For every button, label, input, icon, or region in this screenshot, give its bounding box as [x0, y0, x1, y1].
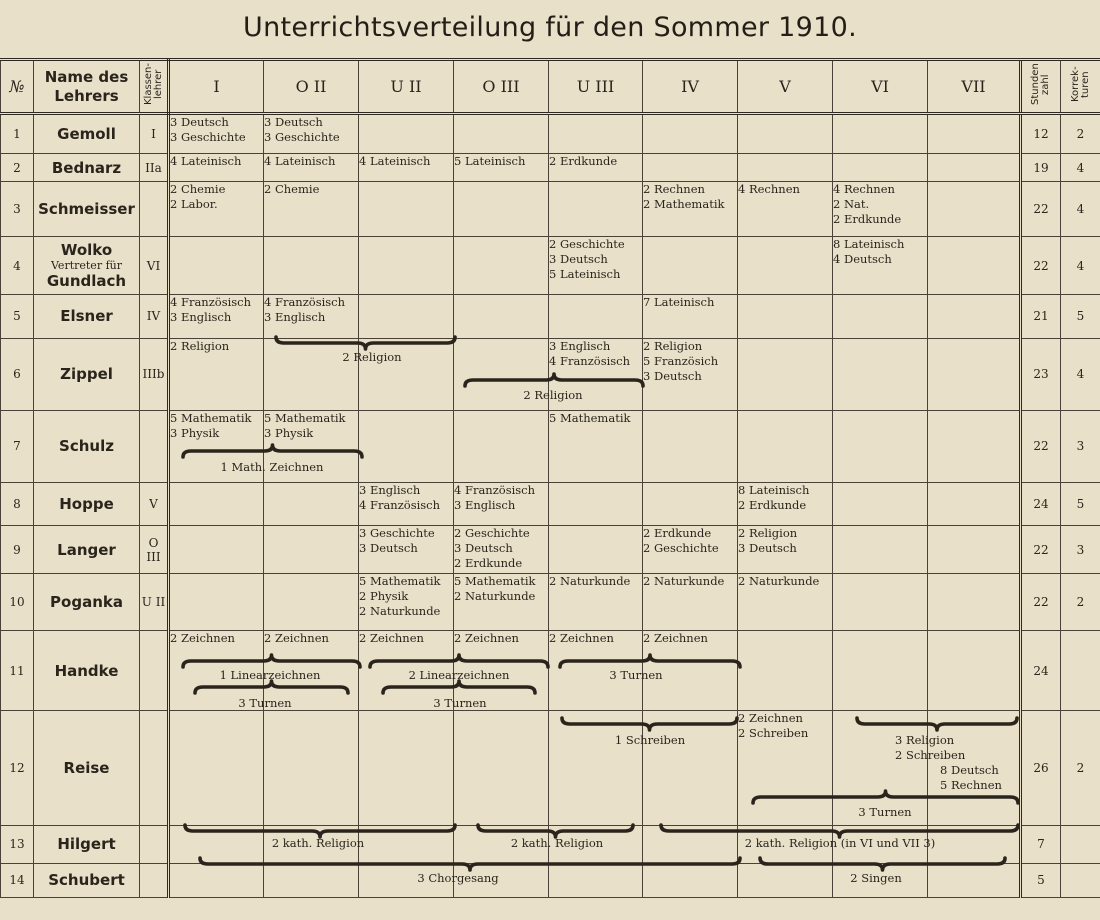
stundenzahl-cell: 21 — [1021, 295, 1061, 338]
class-cell: 5 Mathematik 3 Physik — [264, 410, 359, 482]
row-number: 2 — [1, 154, 34, 182]
span-hilgert-2: 2 kath. Religion — [511, 836, 603, 851]
class-cell: 2 Zeichnen — [359, 631, 454, 711]
class-cell: 2 Naturkunde — [738, 574, 833, 631]
header-class-iv: IV — [643, 60, 738, 114]
row-number: 13 — [1, 825, 34, 863]
class-cell: 5 Lateinisch — [454, 154, 549, 182]
brace-schubert-1 — [200, 858, 740, 870]
brace-zippel-religion-2 — [465, 374, 643, 386]
span-handke-turnen-3: 3 Turnen — [609, 668, 662, 683]
row-number: 10 — [1, 574, 34, 631]
class-cell: 2 Naturkunde — [549, 574, 643, 631]
stundenzahl-cell: 26 — [1021, 711, 1061, 825]
klassenlehrer-cell: O III — [140, 526, 169, 574]
brace-schulz-zeichnen — [183, 445, 362, 457]
brace-handke-turnen-3 — [560, 655, 740, 667]
brace-reise-schreiben — [562, 718, 737, 730]
span-schubert-2: 2 Singen — [850, 871, 902, 886]
class-cell: 2 Naturkunde — [643, 574, 738, 631]
class-cell: 3 Englisch 4 Französisch — [549, 338, 643, 410]
teacher-name-text: Bednarz — [52, 159, 121, 177]
row-number: 8 — [1, 482, 34, 525]
korrekturen-cell: 5 — [1061, 295, 1100, 338]
teacher-name-text: Hilgert — [57, 835, 115, 853]
row-number: 4 — [1, 237, 34, 295]
header-class-vi: VI — [833, 60, 928, 114]
korrekturen-cell: 4 — [1061, 338, 1100, 410]
brace-schubert-2 — [760, 858, 1005, 870]
span-schulz-zeichnen: 1 Math. Zeichnen — [221, 460, 324, 475]
klassenlehrer-cell: I — [140, 114, 169, 154]
class-cell: 4 Rechnen 2 Nat. 2 Erdkunde — [833, 182, 928, 237]
span-hilgert-3: 2 kath. Religion (in VI und VII 3) — [745, 836, 935, 851]
korrekturen-cell: 3 — [1061, 410, 1100, 482]
stundenzahl-cell: 22 — [1021, 237, 1061, 295]
header-class-v: V — [738, 60, 833, 114]
class-cell: 4 Lateinisch — [169, 154, 264, 182]
class-cell: 2 Religion 5 Französich 3 Deutsch — [643, 338, 738, 410]
class-cell: 2 Religion 3 Deutsch — [738, 526, 833, 574]
klassenlehrer-cell: IIa — [140, 154, 169, 182]
class-cell: 3 Deutsch 3 Geschichte — [169, 114, 264, 154]
stundenzahl-cell: 19 — [1021, 154, 1061, 182]
span-zippel-religion-1: 2 Religion — [342, 350, 401, 365]
stundenzahl-cell: 22 — [1021, 410, 1061, 482]
class-cell: 4 Französisch 3 Englisch — [264, 295, 359, 338]
korrekturen-cell: 4 — [1061, 154, 1100, 182]
class-cell: 5 Mathematik 2 Naturkunde — [454, 574, 549, 631]
header-class-vii: VII — [928, 60, 1021, 114]
teacher-name-second: Gundlach — [47, 272, 126, 290]
teacher-name-text: Wolko — [61, 241, 112, 259]
row-number: 9 — [1, 526, 34, 574]
span-reise-vi-vii: 3 Religion 2 Schreiben — [895, 733, 965, 763]
class-cell: 4 Lateinisch — [359, 154, 454, 182]
brace-handke-linear-2 — [370, 655, 548, 667]
row-number: 11 — [1, 631, 34, 711]
stundenzahl-cell: 23 — [1021, 338, 1061, 410]
korrekturen-cell: 3 — [1061, 526, 1100, 574]
stundenzahl-cell: 24 — [1021, 482, 1061, 525]
row-number: 5 — [1, 295, 34, 338]
header-korrekturen-label: Korrek-turen — [1071, 60, 1091, 111]
class-cell: 2 Zeichnen — [169, 631, 264, 711]
class-cell: 2 Zeichnen — [549, 631, 643, 711]
class-cell: 2 Zeichnen 2 Schreiben — [738, 711, 833, 825]
korrekturen-cell: 4 — [1061, 182, 1100, 237]
header-klassenlehrer-label: Klassen-lehrer — [144, 60, 164, 111]
klassenlehrer-cell: VI — [140, 237, 169, 295]
page-title: Unterrichtsverteilung für den Sommer 1910. — [0, 12, 1100, 43]
class-cell: 3 Englisch 4 Französisch — [359, 482, 454, 525]
class-cell: 4 Französisch 3 Englisch — [169, 295, 264, 338]
header-class-i: I — [169, 60, 264, 114]
teacher-name-text: Langer — [57, 541, 116, 559]
class-cell: 2 Geschichte 3 Deutsch 5 Lateinisch — [549, 237, 643, 295]
teacher-name-text: Gemoll — [57, 125, 116, 143]
class-cell: 2 Chemie — [264, 182, 359, 237]
class-cell: 4 Französisch 3 Englisch — [454, 482, 549, 525]
header-nr: № — [1, 60, 34, 114]
class-cell: 2 Zeichnen — [264, 631, 359, 711]
brace-zippel-religion-1 — [276, 337, 455, 349]
teacher-name-text: Hoppe — [59, 495, 114, 513]
teacher-name-text: Poganka — [50, 593, 123, 611]
class-cell: 5 Mathematik — [549, 410, 643, 482]
header-class-oiii: O III — [454, 60, 549, 114]
row-number: 7 — [1, 410, 34, 482]
header-class-oii: O II — [264, 60, 359, 114]
row-number: 3 — [1, 182, 34, 237]
teacher-name-text: Elsner — [60, 307, 113, 325]
span-handke-linear-2: 2 Linearzeichnen — [409, 668, 510, 683]
korrekturen-cell: 5 — [1061, 482, 1100, 525]
korrekturen-cell: 2 — [1061, 574, 1100, 631]
brace-handke-linear-1 — [183, 655, 360, 667]
korrekturen-cell: 2 — [1061, 711, 1100, 825]
class-cell: 3 Deutsch 3 Geschichte — [264, 114, 359, 154]
teacher-name-sub: Vertreter für — [34, 259, 139, 272]
class-cell: 2 Zeichnen — [643, 631, 738, 711]
span-reise-schreiben: 1 Schreiben — [615, 733, 685, 748]
row-number: 1 — [1, 114, 34, 154]
span-reise-turnen: 3 Turnen — [858, 805, 911, 820]
teacher-name-text: Handke — [55, 662, 119, 680]
header-class-uiii: U III — [549, 60, 643, 114]
class-cell: 7 Lateinisch — [643, 295, 738, 338]
klassenlehrer-cell: IV — [140, 295, 169, 338]
row-number: 14 — [1, 863, 34, 897]
header-name-label: Name des Lehrers — [45, 68, 129, 105]
header-stundenzahl-label: Stunden zahl — [1031, 60, 1051, 111]
class-cell: 2 Zeichnen — [454, 631, 549, 711]
class-cell: 4 Rechnen — [738, 182, 833, 237]
stundenzahl-cell: 22 — [1021, 526, 1061, 574]
row-number: 6 — [1, 338, 34, 410]
klassenlehrer-cell: IIIb — [140, 338, 169, 410]
stundenzahl-cell: 5 — [1021, 863, 1061, 897]
stundenzahl-cell: 7 — [1021, 825, 1061, 863]
stundenzahl-cell: 12 — [1021, 114, 1061, 154]
row-number: 12 — [1, 711, 34, 825]
klassenlehrer-cell: U II — [140, 574, 169, 631]
span-zippel-religion-2: 2 Religion — [523, 388, 582, 403]
stundenzahl-cell: 22 — [1021, 182, 1061, 237]
class-cell: 4 Lateinisch — [264, 154, 359, 182]
class-cell: 2 Religion — [169, 338, 264, 410]
stundenzahl-cell: 22 — [1021, 574, 1061, 631]
brace-reise-vi-vii — [857, 718, 1017, 730]
teacher-name-text: Zippel — [60, 365, 113, 383]
class-cell: 2 Chemie 2 Labor. — [169, 182, 264, 237]
class-cell: 5 Mathematik 2 Physik 2 Naturkunde — [359, 574, 454, 631]
class-cell: 2 Erdkunde — [549, 154, 643, 182]
span-schubert-1: 3 Chorgesang — [417, 871, 498, 886]
korrekturen-cell: 4 — [1061, 237, 1100, 295]
class-cell: 8 Lateinisch 2 Erdkunde — [738, 482, 833, 525]
korrekturen-cell: 2 — [1061, 114, 1100, 154]
klassenlehrer-cell: V — [140, 482, 169, 525]
span-reise-vii: 8 Deutsch 5 Rechnen — [940, 763, 1002, 793]
class-cell: 8 Lateinisch 4 Deutsch — [833, 237, 928, 295]
span-handke-turnen-2: 3 Turnen — [433, 696, 486, 711]
teacher-name-text: Reise — [64, 759, 110, 777]
teacher-name-text: Schulz — [59, 437, 114, 455]
class-cell: 2 Rechnen 2 Mathematik — [643, 182, 738, 237]
span-hilgert-1: 2 kath. Religion — [272, 836, 364, 851]
class-cell: 3 Geschichte 3 Deutsch — [359, 526, 454, 574]
span-handke-linear-1: 1 Linearzeichnen — [220, 668, 321, 683]
teacher-name-text: Schmeisser — [38, 200, 135, 218]
class-cell: 2 Erdkunde 2 Geschichte — [643, 526, 738, 574]
teacher-name-text: Schubert — [48, 871, 125, 889]
header-class-uii: U II — [359, 60, 454, 114]
class-cell: 5 Mathematik 3 Physik — [169, 410, 264, 482]
stundenzahl-cell: 24 — [1021, 631, 1061, 711]
span-handke-turnen-1: 3 Turnen — [238, 696, 291, 711]
class-cell: 2 Geschichte 3 Deutsch 2 Erdkunde — [454, 526, 549, 574]
